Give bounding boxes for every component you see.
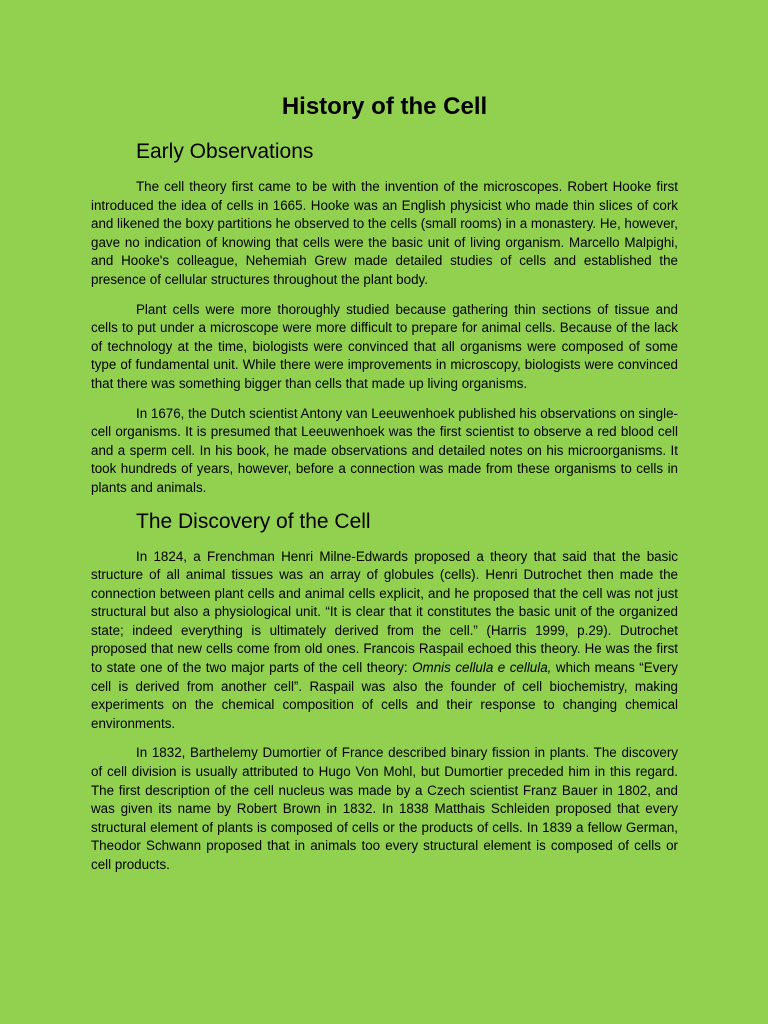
- page-title: History of the Cell: [281, 93, 488, 120]
- paragraph: In 1832, Barthelemy Dumortier of France described binary fission in plants. The discovery of cell division is usually attributed to Hugo Von Mohl, but Dumortier preceded him in this regard. The first description of the cell nucleus was made by a Czech scientist Franz Bauer in 1802, and was given its name by Robert Brown in 1832. In 1838 Matthais Schleiden proposed that every structural element of plants is composed of cells or the products of cells. In 1839 a fellow German, Theodor Schwann proposed that in animals too every structural element is composed of cells or cell products.: [91, 745, 678, 872]
- paragraph: The cell theory first came to be with the invention of the microscopes. Robert Hooke first introduced the idea of cells in 1665. Hooke was an English physicist who made thin slices of cork and likened the boxy partitions he observed to the cells (small rooms) in a monastery. He, however, gave no indication of knowing that cells were the basic unit of living organism. Marcello Malpighi, and Hooke's colleague, Nehemiah Grew made detailed studies of cells and established the presence of cellular structures throughout the plant body.: [91, 179, 678, 287]
- latin-phrase: Omnis cellula e cellula,: [412, 660, 552, 676]
- paragraph-text: which means “Every cell is derived from another cell”. Raspail was also the founder of cell biochemistry, making experiments on the chemical composition of cells and their response to changing chemical environments.: [91, 660, 678, 731]
- paragraph-text: In 1824, a Frenchman Henri Milne-Edwards proposed a theory that said that the basic structure of all animal tissues was an array of globules (cells). Henri Dutrochet then made the connection between plant cells and animal cells explicit, and he proposed that the cell was not just structural but also a physiological unit. “It is clear that it constitutes the basic unit of the organized state; indeed everything is ultimately derived from the cell.” (Harris 1999, p.29). Dutrochet proposed that new cells come from old ones. Francois Raspail echoed this theory. He was the first to state one of the two major parts of the cell theory:: [91, 548, 678, 676]
- section-heading-early-observations: Early Observations: [136, 140, 314, 163]
- section-heading-discovery-of-the-cell: The Discovery of the Cell: [136, 509, 371, 533]
- document-page: [91, 90, 678, 875]
- paragraph: In 1676, the Dutch scientist Antony van Leeuwenhoek published his observations on single-cell organisms. It is presumed that Leeuwenhoek was the first scientist to observe a red blood cell and a sperm cell. In his book, he made observations and detailed notes on his microorganisms. It took hundreds of years, however, before a connection was made from these organisms to cells in plants and animals.: [91, 405, 678, 495]
- paragraph: Plant cells were more thoroughly studied because gathering thin sections of tissue and cells to put under a microscope were more difficult to prepare for animal cells. Because of the lack of technology at the time, biologists were convinced that all organisms were composed of some type of fundamental unit. While there were improvements in microscopy, biologists were convinced that there was something bigger than cells that made up living organisms.: [91, 301, 678, 391]
- paragraph: [91, 548, 678, 734]
